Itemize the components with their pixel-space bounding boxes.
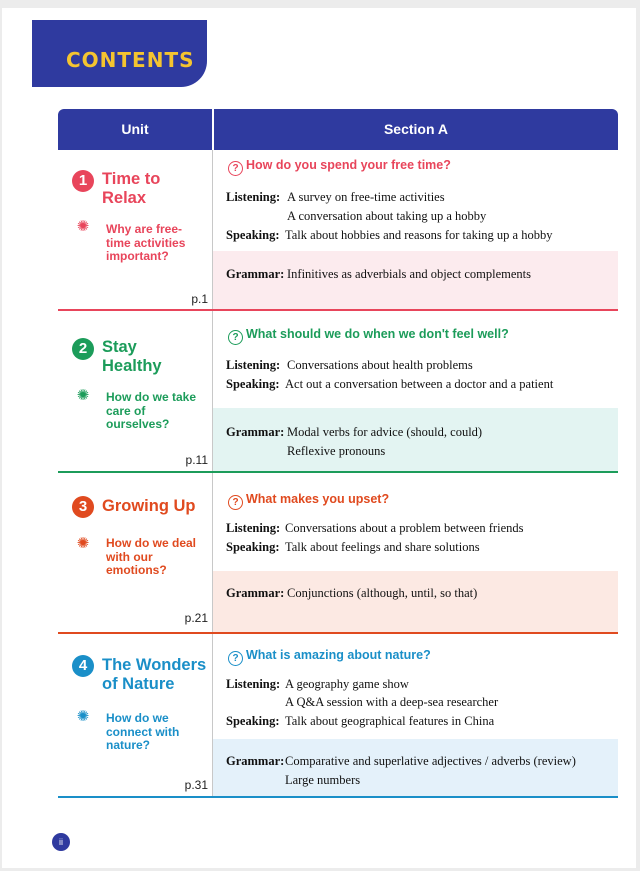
unit-row-3[interactable] [58, 473, 618, 634]
lightbulb-icon: ✺ [76, 387, 90, 404]
unit-title-line: of Nature [102, 675, 175, 693]
big-question: How do we take care of ourselves? [106, 390, 197, 431]
speaking-item: Talk about hobbies and reasons for taking up a hobby [285, 228, 553, 242]
contents-banner [32, 20, 207, 87]
page-reference[interactable]: p.21 [184, 611, 208, 625]
grammar-label: Grammar: [226, 586, 285, 600]
big-question: Why are free-time activities important? [106, 222, 186, 263]
grammar-item: Reflexive pronouns [287, 444, 386, 458]
lightbulb-icon: ✺ [76, 535, 90, 552]
unit-title[interactable] [102, 170, 160, 208]
page-reference[interactable]: p.1 [191, 292, 208, 306]
unit-title-line: The Wonders [102, 656, 207, 674]
unit-title[interactable] [102, 656, 206, 694]
lightbulb-icon: ✺ [76, 708, 90, 725]
column-divider [212, 473, 213, 634]
listening-item: A conversation about taking up a hobby [287, 209, 487, 223]
unit-number-badge: 2 [72, 338, 94, 360]
listening-item: Conversations about health problems [287, 358, 473, 372]
speaking-item: Talk about geographical features in China [285, 714, 495, 728]
question-icon: ? [228, 330, 243, 345]
grammar-item: Large numbers [285, 773, 361, 787]
listening-item: A geography game show [285, 677, 409, 691]
unit-title-line: Healthy [102, 357, 162, 375]
big-question: How do we connect with nature? [106, 711, 180, 752]
column-divider [212, 634, 213, 798]
grammar-background [213, 571, 618, 632]
listening-item: Conversations about a problem between friends [285, 521, 524, 535]
page-number-badge: ii [52, 833, 70, 851]
unit-row-2[interactable] [58, 311, 618, 473]
column-header-unit: Unit [58, 109, 212, 150]
section-question [228, 492, 389, 510]
grammar-label: Grammar: [226, 754, 285, 768]
question-icon: ? [228, 495, 243, 510]
section-question-text: How do you spend your free time? [246, 158, 451, 172]
section-question [228, 327, 509, 345]
grammar-label: Grammar: [226, 267, 285, 281]
listening-label: Listening: [226, 521, 281, 535]
unit-row-1[interactable] [58, 150, 618, 311]
speaking-label: Speaking: [226, 377, 280, 391]
grammar-item: Conjunctions (although, until, so that) [287, 586, 478, 600]
listening-label: Listening: [226, 190, 281, 204]
section-question-text: What is amazing about nature? [246, 648, 431, 662]
listening-label: Listening: [226, 358, 281, 372]
grammar-item: Modal verbs for advice (should, could) [287, 425, 483, 439]
speaking-item: Act out a conversation between a doctor and a patient [285, 377, 554, 391]
speaking-label: Speaking: [226, 714, 280, 728]
section-question [228, 648, 431, 666]
unit-title[interactable] [102, 338, 162, 376]
listening-item: A Q&A session with a deep-sea researcher [285, 695, 499, 709]
contents-title: CONTENTS [66, 48, 195, 72]
grammar-label: Grammar: [226, 425, 285, 439]
page [2, 8, 636, 868]
unit-row-4[interactable] [58, 634, 618, 798]
column-header-section: Section A [214, 109, 618, 150]
grammar-item: Infinitives as adverbials and object complements [287, 267, 532, 281]
speaking-label: Speaking: [226, 540, 280, 554]
grammar-item: Comparative and superlative adjectives / adverbs (review) [285, 754, 576, 768]
page-reference[interactable]: p.11 [185, 453, 208, 467]
column-divider [212, 311, 213, 473]
unit-number-badge: 3 [72, 496, 94, 518]
unit-title[interactable]: Growing Up [102, 497, 196, 515]
page-reference[interactable]: p.31 [184, 778, 208, 792]
unit-title-line: Time to [102, 170, 161, 188]
listening-item: A survey on free-time activities [287, 190, 445, 204]
question-icon: ? [228, 161, 243, 176]
unit-divider [58, 796, 618, 798]
section-question-text: What should we do when we don't feel well? [246, 327, 509, 341]
question-icon: ? [228, 651, 243, 666]
listening-label: Listening: [226, 677, 281, 691]
big-question: How do we deal with our emotions? [106, 536, 197, 577]
speaking-label: Speaking: [226, 228, 280, 242]
unit-title-line: Relax [102, 189, 147, 207]
lightbulb-icon: ✺ [76, 218, 90, 235]
column-divider [212, 150, 213, 311]
section-question-text: What makes you upset? [246, 492, 390, 506]
unit-title-line: Stay [102, 338, 137, 356]
unit-number-badge: 4 [72, 655, 94, 677]
unit-number-badge: 1 [72, 170, 94, 192]
section-question [228, 158, 451, 176]
speaking-item: Talk about feelings and share solutions [285, 540, 480, 554]
